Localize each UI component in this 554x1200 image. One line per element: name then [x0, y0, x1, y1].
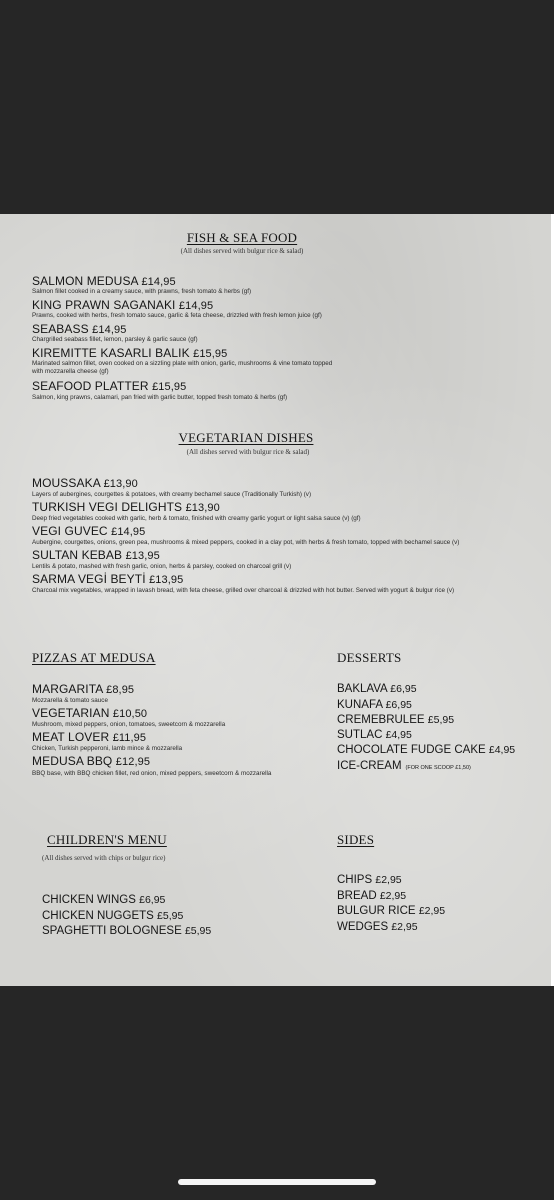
- menu-item-price: £10,50: [112, 708, 148, 720]
- menu-item-price: £13,90: [185, 502, 220, 514]
- children-price: £5,95: [157, 910, 184, 922]
- menu-item-price: £12,95: [115, 756, 151, 768]
- menu-item-desc: Aubergine, courgettes, onions, green pea, mushrooms & mixed peppers, cooked in a clay pot, with herbs & fresh tomato, topped with bechamel sauce (v): [32, 539, 460, 546]
- menu-item-name: VEGETARIAN £10,50: [32, 706, 148, 720]
- dessert-item: ICE-CREAM (FOR ONE SCOOP £1,50): [337, 760, 471, 772]
- menu-item-desc: Marinated salmon fillet, oven cooked on a sizzling plate with onion, garlic, mushrooms & vine tomato topped: [32, 360, 333, 367]
- dessert-price: £6,95: [390, 683, 417, 695]
- dessert-price: £5,95: [427, 714, 455, 726]
- menu-item-name: SARMA VEGİ BEYTİ £13,95: [32, 572, 184, 586]
- menu-item-price: £14,95: [178, 300, 214, 312]
- sides-price: £2,95: [379, 890, 407, 902]
- menu-item-desc: Charcoal mix vegetables, wrapped in lavash bread, with feta cheese, grilled over charcoal & drizzled with hot butter. Served with yogurt & bulgur rice (v): [32, 587, 455, 594]
- menu-item-name: SEAFOOD PLATTER £15,95: [32, 379, 187, 393]
- menu-item-desc: Mozzarella & tomato sauce: [32, 697, 108, 704]
- menu-item-desc: Mushroom, mixed peppers, onion, tomatoes, sweetcorn & mozzarella: [32, 721, 226, 728]
- menu-item-name: SALMON MEDUSA £14,95: [32, 274, 176, 288]
- sides-price: £2,95: [418, 905, 446, 917]
- menu-page: [0, 214, 554, 986]
- menu-item-name: VEGI GUVEC £14,95: [32, 524, 146, 538]
- dessert-extra: (FOR ONE SCOOP £1,50): [405, 765, 471, 771]
- dessert-item: SUTLAC £4,95: [337, 729, 412, 741]
- menu-item-price: £14,95: [111, 526, 146, 538]
- desserts-heading: DESSERTS: [337, 650, 402, 665]
- sides-heading: SIDES: [337, 832, 375, 847]
- menu-item-name: TURKISH VEGI DELIGHTS £13,90: [32, 500, 220, 514]
- children-item: CHICKEN NUGGETS £5,95: [42, 910, 184, 922]
- menu-item-desc: Deep fried vegetables cooked with garlic, herb & tomato, finished with creamy garlic yogurt or light salsa sauce (v) (gf): [32, 515, 361, 522]
- home-indicator[interactable]: [178, 1179, 376, 1185]
- dessert-item: CREMEBRULEE £5,95: [337, 714, 455, 726]
- dessert-item: KUNAFA £6,95: [337, 699, 412, 711]
- menu-item-desc: BBQ base, with BBQ chicken fillet, red onion, mixed peppers, sweetcorn & mozzarella: [32, 770, 272, 777]
- menu-item-desc: Salmon, king prawns, calamari, pan fried with garlic butter, topped fresh tomato & herbs (gf): [32, 394, 288, 401]
- pizzas-heading: PIZZAS AT MEDUSA: [32, 650, 156, 665]
- menu-item-price: £13,95: [149, 574, 184, 586]
- children-item: SPAGHETTI BOLOGNESE £5,95: [42, 925, 212, 937]
- menu-item-desc: Layers of aubergines, courgettes & potatoes, with creamy bechamel sauce (Traditionally Turkish) (v): [32, 491, 312, 498]
- sides-item: BULGUR RICE £2,95: [337, 905, 446, 917]
- sides-item: CHIPS £2,95: [337, 874, 402, 886]
- children-note: (All dishes served with chips or bulgur rice): [42, 854, 166, 862]
- vegetarian-note: (All dishes served with bulgur rice & salad): [186, 448, 310, 456]
- sides-item: BREAD £2,95: [337, 890, 407, 902]
- dessert-item: BAKLAVA £6,95: [337, 683, 417, 695]
- menu-item-name: SEABASS £14,95: [32, 322, 127, 336]
- children-price: £5,95: [184, 925, 212, 937]
- dessert-price: £4,95: [385, 729, 412, 741]
- children-item: CHICKEN WINGS £6,95: [42, 894, 166, 906]
- menu-item-price: £14,95: [92, 324, 127, 336]
- menu-item-price: £15,95: [152, 381, 187, 393]
- menu-item-desc: Salmon fillet cooked in a creamy sauce, with prawns, fresh tomato & herbs (gf): [32, 288, 252, 295]
- menu-item-desc: Prawns, cooked with herbs, fresh tomato sauce, garlic & feta cheese, drizzled with fresh lemon juice (gf): [32, 312, 322, 319]
- children-heading: CHILDREN'S MENU: [47, 832, 167, 847]
- menu-item-name: KING PRAWN SAGANAKI £14,95: [32, 298, 214, 312]
- fish-note: (All dishes served with bulgur rice & salad): [180, 247, 304, 255]
- sides-item: WEDGES £2,95: [337, 921, 418, 933]
- menu-item-name: KIREMITTE KASARLI BALIK £15,95: [32, 346, 228, 360]
- sides-price: £2,95: [391, 921, 418, 933]
- menu-item-name: MEDUSA BBQ £12,95: [32, 754, 151, 768]
- menu-item-name: MARGARITA £8,95: [32, 682, 135, 696]
- children-price: £6,95: [139, 894, 166, 906]
- dessert-price: £4,95: [488, 744, 516, 756]
- menu-item-price: £14,95: [141, 276, 176, 288]
- dessert-price: £6,95: [385, 699, 412, 711]
- menu-item-price: £15,95: [193, 348, 228, 360]
- fish-heading: FISH & SEA FOOD: [186, 230, 298, 245]
- vegetarian-heading: VEGETARIAN DISHES: [178, 430, 314, 445]
- menu-item-name: MOUSSAKA £13,90: [32, 476, 138, 490]
- menu-item-desc: Chargrilled seabass fillet, lemon, parsley & garlic sauce (gf): [32, 336, 198, 343]
- menu-item-price: £13,95: [125, 550, 160, 562]
- menu-item-name: SULTAN KEBAB £13,95: [32, 548, 160, 562]
- dessert-item: CHOCOLATE FUDGE CAKE £4,95: [337, 744, 516, 756]
- menu-item-desc: with mozzarella cheese (gf): [32, 368, 109, 375]
- menu-item-desc: Lentils & potato, mashed with fresh garlic, onion, herbs & parsley, cooked on charcoal grill (v): [32, 563, 292, 570]
- menu-item-price: £13,90: [103, 478, 138, 490]
- sides-price: £2,95: [375, 874, 402, 886]
- menu-item-desc: Chicken, Turkish pepperoni, lamb mince & mozzarella: [32, 745, 183, 752]
- menu-item-price: £8,95: [106, 684, 135, 696]
- menu-item-price: £11,95: [112, 732, 147, 744]
- menu-item-name: MEAT LOVER £11,95: [32, 730, 147, 744]
